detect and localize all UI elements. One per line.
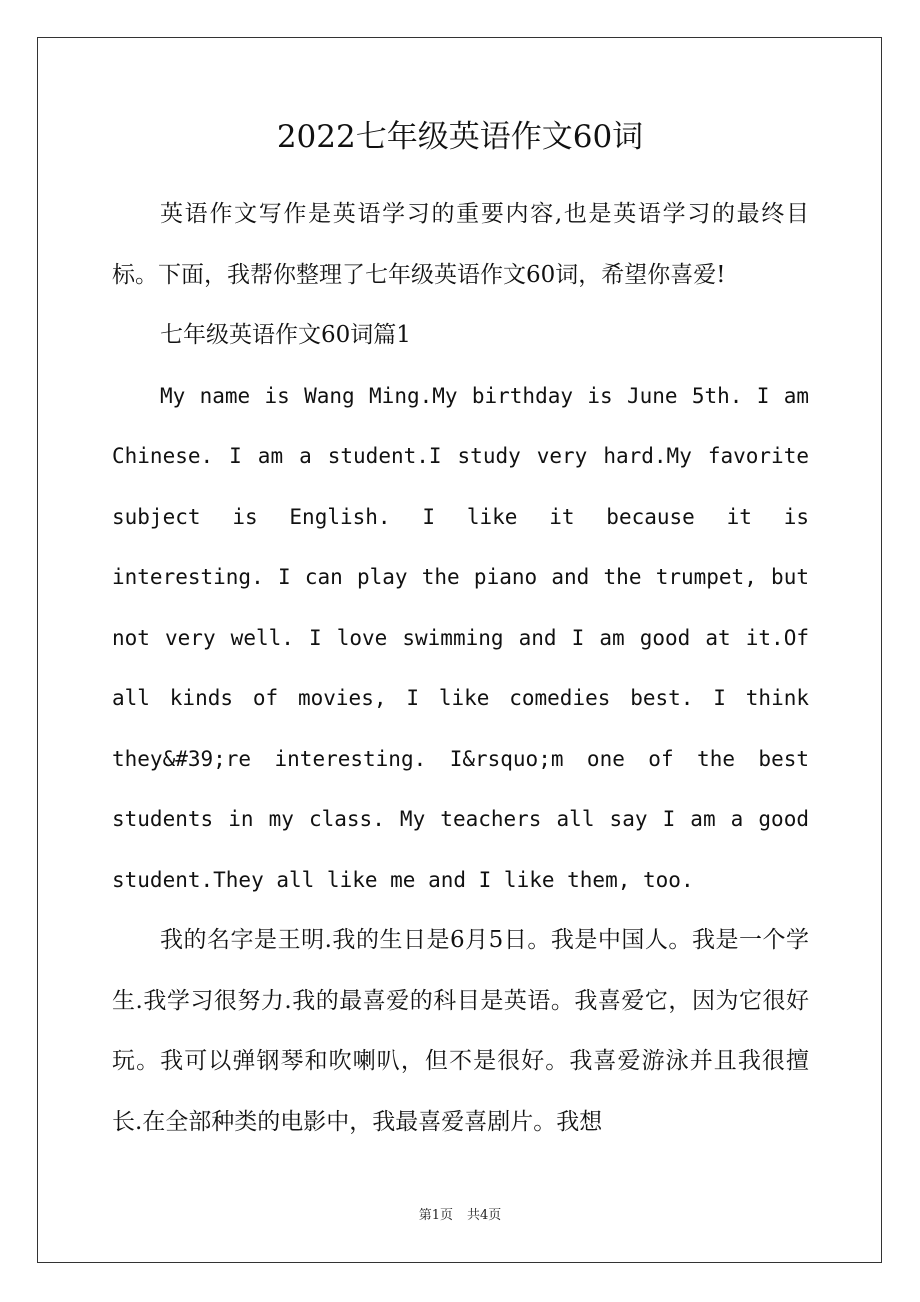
section-heading: 七年级英语作文60词篇1: [160, 322, 411, 348]
page-number: 第1页: [418, 1208, 453, 1223]
total-pages: 共4页: [467, 1208, 502, 1223]
english-essay-paragraph: My name is Wang Ming.My birthday is June 5th. I am Chinese. I am a student.I study very hard.My favorite subject is English. I like it because it is interesting. I can play the piano and the trumpet, but not very well. I love swimming and I am good at it.Of all kinds of movies, I like comedies best. I think they&#39;re interesting. I&rsquo;m one of the best students in my class. My teachers all say I am a good student.They all like me and I like them, too.: [112, 383, 809, 892]
chinese-translation-paragraph: 我的名字是王明.我的生日是6月5日。我是中国人。我是一个学生.我学习很努力.我的最喜爱的科目是英语。我喜爱它，因为它很好玩。我可以弹钢琴和吹喇叭，但不是很好。我喜爱游泳并且我很擅长.在全部种类的电影中，我最喜爱喜剧片。我想: [112, 927, 809, 1135]
document-body: [112, 184, 809, 1152]
document-title: 2022七年级英语作文60词: [276, 119, 644, 155]
page-footer: [0, 1207, 920, 1225]
intro-paragraph: 英语作文写作是英语学习的重要内容,也是英语学习的最终目标。下面，我帮你整理了七年级英语作文60词，希望你喜爱!: [112, 201, 809, 288]
